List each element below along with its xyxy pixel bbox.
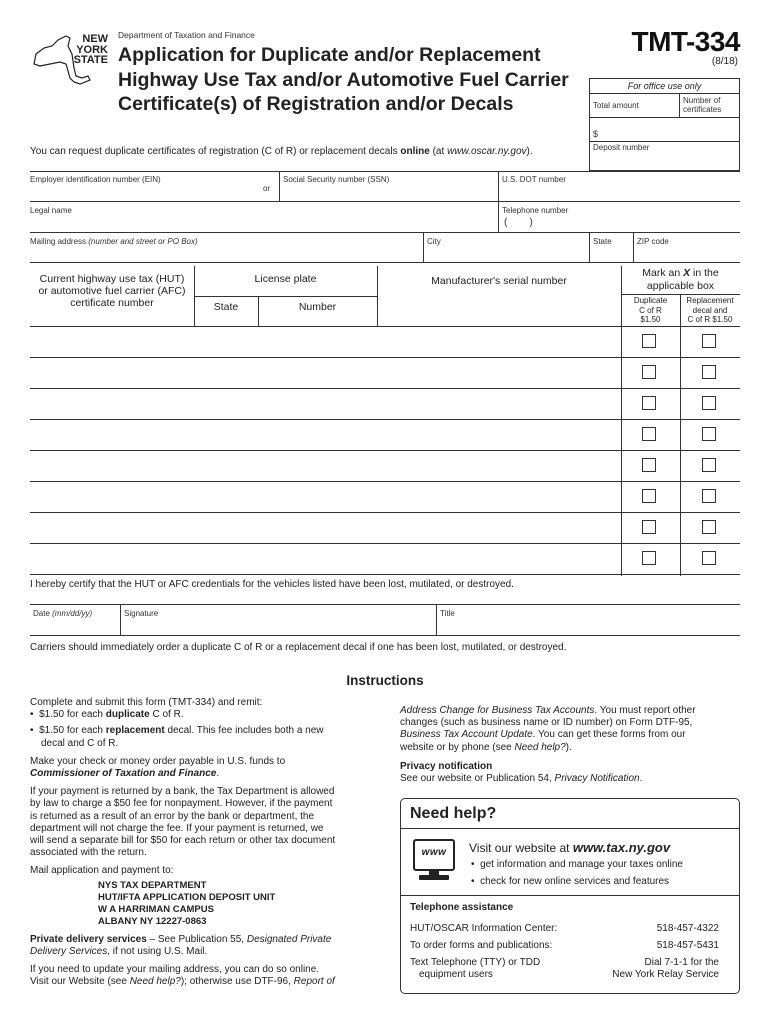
tax-website-link[interactable]: www.tax.ny.gov — [572, 840, 671, 855]
returned-line: by law to charge a $50 fee for nonpayment. However, if the payment — [30, 798, 333, 810]
table-row[interactable] — [30, 450, 620, 481]
table-row[interactable] — [30, 419, 620, 450]
update-part-a: Visit our Website (see — [30, 976, 130, 988]
signature-row — [30, 604, 740, 636]
duplicate-checkbox[interactable] — [642, 520, 656, 534]
tty-value — [612, 957, 719, 981]
intro-url[interactable]: www.oscar.ny.gov — [447, 146, 527, 157]
hut-oscar-phone: 518-457-4322 — [656, 923, 719, 934]
mailing-address-block — [30, 880, 365, 928]
plate-number-header: Number — [298, 301, 337, 313]
replacement-checkbox[interactable] — [702, 396, 716, 410]
ssn-field[interactable]: Social Security number (SSN) — [283, 175, 390, 184]
deposit-number-label: Deposit number — [593, 143, 650, 152]
payable-period: . — [216, 768, 220, 780]
fee-bullet-replacement: • $1.50 for each replacement decal. This fee includes both a new — [30, 725, 324, 737]
visit-website-text — [469, 840, 670, 855]
intro-online: online — [400, 146, 430, 157]
payable-text — [30, 756, 365, 780]
b2-pre: $1.50 for each — [39, 725, 106, 737]
license-plate-header: License plate — [254, 273, 317, 285]
duplicate-checkbox[interactable] — [642, 489, 656, 503]
zip-field[interactable]: ZIP code — [637, 237, 669, 246]
update-part-c: ); otherwise use DTF-96, — [180, 976, 294, 988]
b2-bold: replacement — [105, 725, 165, 737]
returned-payment-text — [30, 786, 365, 859]
forms-label: To order forms and publications: — [410, 940, 553, 951]
logo-word-new: NEW — [82, 33, 108, 45]
office-use-box — [589, 78, 740, 171]
right-part-4b: Need help? — [514, 741, 566, 753]
mail-to-text: Mail application and payment to: — [30, 865, 174, 877]
replacement-checkbox[interactable] — [702, 458, 716, 472]
telephone-assistance-heading: Telephone assistance — [410, 902, 514, 913]
replacement-line1: Replacement — [686, 296, 734, 305]
dollar-sign: $ — [593, 129, 599, 139]
tty-label-line2: equipment users — [419, 969, 493, 981]
mark-prefix: Mark an — [642, 267, 684, 279]
visit-pre: Visit our website at — [469, 841, 573, 855]
right-part-4a: website or by phone (see — [400, 741, 515, 753]
tty-label — [410, 957, 540, 981]
table-row[interactable] — [30, 357, 620, 388]
replacement-header — [680, 296, 740, 325]
help-bullet-2: • check for new online services and features — [471, 876, 670, 887]
title-line-3: Certificate(s) of Registration and/or Decals — [118, 93, 514, 115]
address-line: W A HARRIMAN CAMPUS — [98, 903, 214, 915]
intro-text — [30, 146, 533, 157]
replacement-checkbox[interactable] — [702, 365, 716, 379]
state-field[interactable]: State — [593, 237, 612, 246]
need-help-box — [400, 798, 740, 994]
ein-field[interactable]: Employer identification number (EIN) — [30, 175, 161, 184]
mailing-address-field[interactable] — [30, 237, 198, 246]
mark-x-line1 — [621, 267, 740, 280]
payable-commissioner: Commissioner of Taxation and Finance — [30, 768, 217, 780]
instructions-right-column — [400, 705, 740, 785]
logo-word-york: YORK — [76, 43, 108, 56]
address-line: ALBANY NY 12227-0863 — [98, 915, 207, 927]
duplicate-checkbox[interactable] — [642, 427, 656, 441]
num-certificates-label — [683, 96, 721, 114]
private-delivery-text — [30, 934, 365, 958]
privacy-part-a: See our website or Publication 54, — [400, 773, 555, 785]
duplicate-line1: Duplicate — [633, 296, 668, 305]
mark-x-header — [621, 267, 740, 292]
update-line1: If you need to update your mailing address, you can do so online. — [30, 964, 320, 976]
telephone-field[interactable]: Telephone number — [502, 206, 569, 215]
intro-part-2: (at — [429, 146, 448, 157]
replacement-line2: decal and — [692, 305, 728, 315]
replacement-checkbox[interactable] — [702, 489, 716, 503]
duplicate-line3: $1.50 — [640, 315, 661, 324]
form-number: TMT-334 — [631, 26, 740, 57]
title-line-1: Application for Duplicate and/or Replacement — [118, 44, 541, 66]
instructions-left-column — [30, 697, 365, 988]
replacement-checkbox[interactable] — [702, 334, 716, 348]
right-part-1b: . You must report other — [594, 705, 696, 716]
date-label: Date — [33, 609, 50, 618]
update-address-text — [30, 964, 365, 988]
duplicate-checkbox[interactable] — [642, 365, 656, 379]
num-certificates-line1: Number of — [683, 96, 721, 105]
pds-part1: – See Publication 55, — [146, 933, 247, 945]
pds-part4: , if not using U.S. Mail. — [107, 945, 208, 957]
right-part-1a: Address Change for Business Tax Accounts — [400, 705, 595, 716]
update-part-b: Need help? — [129, 976, 181, 988]
department-name: Department of Taxation and Finance — [118, 30, 255, 40]
hut-afc-header-line1: Current highway use tax (HUT) — [39, 273, 185, 285]
duplicate-header — [621, 296, 680, 325]
duplicate-checkbox[interactable] — [642, 396, 656, 410]
mark-x-letter: X — [683, 267, 691, 279]
table-row[interactable] — [30, 543, 620, 574]
payable-line1: Make your check or money order payable in U.S. funds to — [30, 755, 286, 767]
serial-number-header: Manufacturer's serial number — [431, 275, 567, 287]
address-line: NYS TAX DEPARTMENT — [98, 879, 207, 891]
table-row[interactable] — [30, 388, 620, 419]
hut-afc-header-line3: certificate number — [70, 297, 154, 309]
help-bullet-1: • get information and manage your taxes online — [471, 859, 683, 870]
carriers-note: Carriers should immediately order a duplicate C of R or a replacement decal if one has been lost, mutilated, or destroyed. — [30, 642, 567, 653]
mark-x-line2: applicable box — [646, 279, 715, 292]
nys-logo — [30, 32, 110, 87]
hut-oscar-label: HUT/OSCAR Information Center: — [410, 923, 558, 934]
b2-line2: decal and C of R. — [41, 737, 119, 749]
right-part-3b: . You can get these forms from our — [532, 729, 686, 741]
or-label: or — [263, 184, 271, 193]
privacy-part-b: Privacy Notification — [554, 773, 640, 785]
returned-line: department will not charge the fee. If your payment is returned, we — [30, 822, 324, 834]
www-text: www — [421, 847, 447, 858]
office-use-title: For office use only — [627, 81, 702, 91]
b1-bold: duplicate — [105, 709, 150, 721]
update-part-d: Report of — [293, 976, 335, 988]
total-amount-label: Total amount — [593, 101, 639, 110]
right-part-3a: Business Tax Account Update — [400, 729, 533, 741]
help-bullet-2-text: check for new online services and features — [480, 876, 670, 887]
replacement-checkbox[interactable] — [702, 520, 716, 534]
mailing-address-hint: (number and street or PO Box) — [88, 237, 198, 246]
mailing-address-label: Mailing address — [30, 237, 87, 246]
instructions-heading: Instructions — [346, 673, 424, 688]
logo-word-state: STATE — [73, 54, 108, 66]
hut-afc-header — [30, 273, 194, 309]
signature-field[interactable]: Signature — [124, 609, 159, 618]
telephone-parens: ( ) — [504, 217, 533, 228]
duplicate-checkbox[interactable] — [642, 458, 656, 472]
replacement-checkbox[interactable] — [702, 427, 716, 441]
pds-part2: Designated Private — [246, 933, 332, 945]
pds-bold: Private delivery services — [30, 933, 147, 945]
date-field[interactable] — [33, 609, 92, 618]
mark-suffix: in the — [690, 267, 719, 279]
duplicate-line2: C of R — [639, 305, 662, 315]
tty-value-line1: Dial 7-1-1 for the — [644, 957, 719, 968]
tty-label-line1: Text Telephone (TTY) or TDD — [410, 957, 541, 968]
replacement-line3: C of R $1.50 — [687, 315, 733, 324]
computer-icon — [413, 839, 457, 883]
legal-name-field[interactable]: Legal name — [30, 206, 72, 215]
table-row[interactable] — [30, 512, 620, 543]
right-line2: changes (such as business name or ID number) on Form DTF-95, — [400, 717, 693, 729]
form-title — [118, 43, 569, 117]
duplicate-checkbox[interactable] — [642, 551, 656, 565]
table-row-divider — [30, 574, 740, 575]
b2-post: decal. This fee includes both a new — [164, 725, 324, 737]
num-certificates-line2: certificates — [683, 105, 722, 114]
title-field[interactable]: Title — [440, 609, 455, 618]
duplicate-checkbox[interactable] — [642, 334, 656, 348]
title-line-2: Highway Use Tax and/or Automotive Fuel Carrier — [118, 68, 569, 91]
fee-bullet-duplicate: • $1.50 for each duplicate C of R. — [30, 709, 184, 721]
submit-text: Complete and submit this form (TMT-334) and remit: — [30, 697, 263, 708]
payable-line2 — [30, 768, 365, 780]
returned-line: is returned as a result of an error by the bank or department, the — [30, 810, 315, 822]
need-help-heading: Need help? — [410, 805, 497, 822]
privacy-part-c: . — [639, 773, 643, 785]
intro-part-3: ). — [526, 146, 533, 157]
forms-phone: 518-457-5431 — [656, 940, 719, 951]
right-part-4c: ). — [565, 741, 572, 753]
replacement-checkbox[interactable] — [702, 551, 716, 565]
help-bullet-1-text: get information and manage your taxes online — [480, 859, 683, 870]
b1-pre: $1.50 for each — [39, 709, 106, 721]
hut-afc-header-line2: or automotive fuel carrier (AFC) — [38, 285, 186, 297]
returned-line: will send a separate bill for $50 for each return or other tax document — [30, 835, 336, 847]
dot-number-field[interactable]: U.S. DOT number — [502, 175, 566, 184]
certify-statement: I hereby certify that the HUT or AFC credentials for the vehicles listed have been lost, mutilated, or destroyed. — [30, 579, 514, 590]
table-row[interactable] — [30, 481, 620, 512]
form-revision: (8/18) — [711, 56, 738, 67]
privacy-heading: Privacy notification — [400, 760, 493, 772]
returned-line: associated with the return. — [30, 847, 147, 859]
pds-part3: Delivery Services — [30, 945, 108, 957]
returned-line: If your payment is returned by a bank, the Tax Department is allowed — [30, 786, 335, 798]
date-hint: (mm/dd/yy) — [52, 609, 93, 618]
address-line: HUT/IFTA APPLICATION DEPOSIT UNIT — [98, 891, 276, 903]
tty-value-line2: New York Relay Service — [612, 969, 719, 981]
table-row[interactable] — [30, 326, 620, 357]
b1-post: C of R. — [149, 709, 184, 721]
plate-state-header: State — [213, 301, 239, 313]
city-field[interactable]: City — [427, 237, 441, 246]
intro-part-1: You can request duplicate certificates of registration (C of R) or replacement decals — [30, 146, 401, 157]
